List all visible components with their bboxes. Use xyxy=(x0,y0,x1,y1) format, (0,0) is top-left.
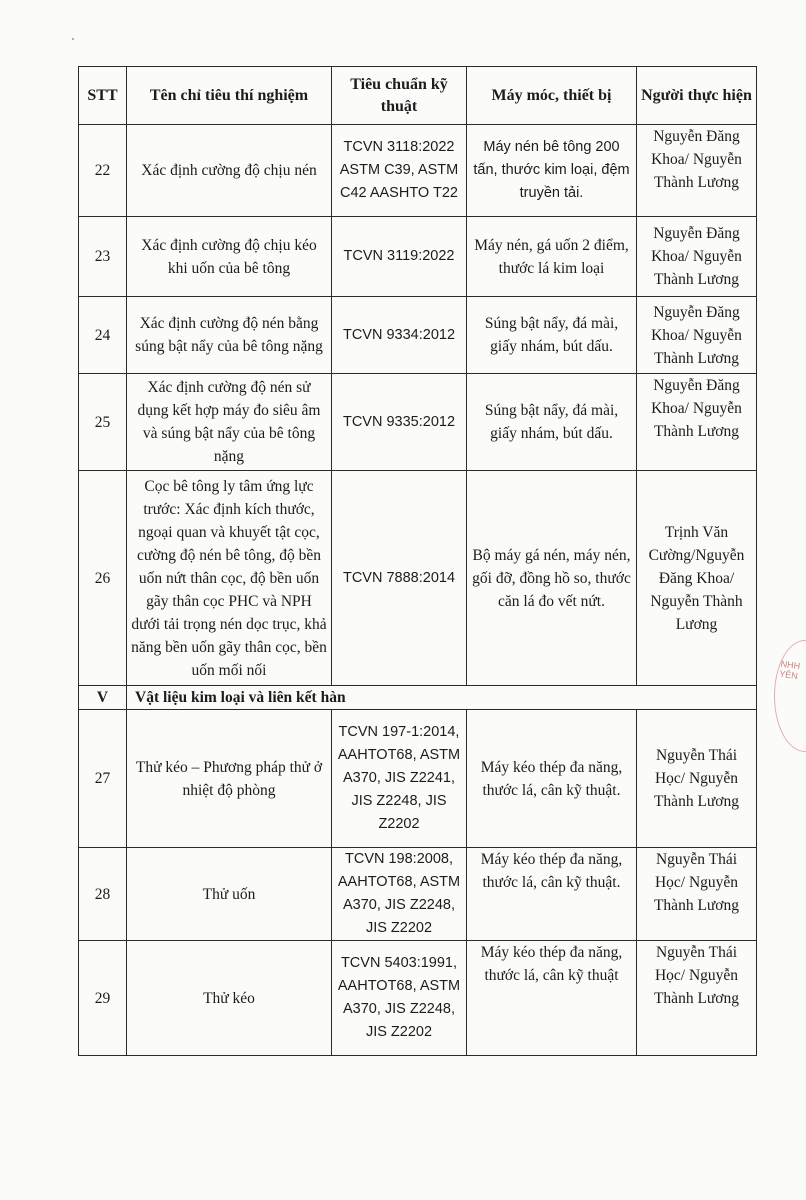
cell-stt: 26 xyxy=(79,471,127,686)
table-row xyxy=(79,297,757,374)
cell-standard: TCVN 3118:2022 ASTM C39, ASTM C42 AASHTO T22 xyxy=(332,125,467,217)
table-row xyxy=(79,125,757,217)
test-methods-table xyxy=(78,66,757,1056)
cell-person: Nguyễn Đăng Khoa/ Nguyễn Thành Lương xyxy=(637,125,757,217)
cell-stt: 29 xyxy=(79,941,127,1056)
cell-standard: TCVN 5403:1991, AAHTOT68, ASTM A370, JIS Z2248, JIS Z2202 xyxy=(332,941,467,1056)
cell-name: Thử kéo xyxy=(127,941,332,1056)
cell-standard: TCVN 7888:2014 xyxy=(332,471,467,686)
cell-name: Thử uốn xyxy=(127,848,332,941)
cell-equipment: Máy nén, gá uốn 2 điểm, thước lá kim loại xyxy=(467,217,637,297)
header-stt: STT xyxy=(79,67,127,125)
cell-standard: TCVN 197-1:2014, AAHTOT68, ASTM A370, JIS Z2241, JIS Z2248, JIS Z2202 xyxy=(332,710,467,848)
cell-stt: 25 xyxy=(79,374,127,471)
cell-person: Nguyễn Đăng Khoa/ Nguyễn Thành Lương xyxy=(637,374,757,471)
cell-equipment: Máy nén bê tông 200 tấn, thước kim loại, đệm truyền tải. xyxy=(467,125,637,217)
cell-stt: 27 xyxy=(79,710,127,848)
cell-stt: 23 xyxy=(79,217,127,297)
table-row xyxy=(79,471,757,686)
cell-standard: TCVN 9334:2012 xyxy=(332,297,467,374)
cell-stt: 22 xyxy=(79,125,127,217)
header-row xyxy=(79,67,757,125)
cell-name: Xác định cường độ chịu kéo khi uốn của bê tông xyxy=(127,217,332,297)
cell-person: Nguyễn Thái Học/ Nguyễn Thành Lương xyxy=(637,941,757,1056)
cell-stt: 24 xyxy=(79,297,127,374)
cell-equipment: Máy kéo thép đa năng, thước lá, cân kỹ thuật. xyxy=(467,848,637,941)
table-row xyxy=(79,374,757,471)
red-stamp xyxy=(774,640,806,752)
cell-person: Nguyễn Đăng Khoa/ Nguyễn Thành Lương xyxy=(637,217,757,297)
table-row xyxy=(79,941,757,1056)
header-person: Người thực hiện xyxy=(637,67,757,125)
cell-standard: TCVN 198:2008, AAHTOT68, ASTM A370, JIS Z2248, JIS Z2202 xyxy=(332,848,467,941)
cell-equipment: Bộ máy gá nén, máy nén, gối đỡ, đồng hồ so, thước căn lá đo vết nứt. xyxy=(467,471,637,686)
cell-equipment: Súng bật nẩy, đá mài, giấy nhám, bút dấu. xyxy=(467,297,637,374)
cell-name: Xác định cường độ chịu nén xyxy=(127,125,332,217)
cell-person: Nguyễn Thái Học/ Nguyễn Thành Lương xyxy=(637,848,757,941)
cell-standard: TCVN 3119:2022 xyxy=(332,217,467,297)
scan-speck xyxy=(72,38,74,40)
header-standard: Tiêu chuẩn kỹ thuật xyxy=(332,67,467,125)
cell-equipment: Máy kéo thép đa năng, thước lá, cân kỹ thuật. xyxy=(467,710,637,848)
table-row xyxy=(79,848,757,941)
table-row xyxy=(79,710,757,848)
header-equipment: Máy móc, thiết bị xyxy=(467,67,637,125)
cell-person: Trịnh Văn Cường/Nguyễn Đăng Khoa/ Nguyễn Thành Lương xyxy=(637,471,757,686)
cell-name: Xác định cường độ nén bằng súng bật nẩy của bê tông nặng xyxy=(127,297,332,374)
cell-name: Thử kéo – Phương pháp thử ở nhiệt độ phòng xyxy=(127,710,332,848)
stamp-text: NHH YÊN xyxy=(778,658,801,682)
cell-name: Cọc bê tông ly tâm ứng lực trước: Xác định kích thước, ngoại quan và khuyết tật cọc, cường độ nén bê tông, độ bền uốn nứt thân cọc, độ bền uốn gãy thân cọc PHC và NPH dưới tải trọng nén dọc trục, khả năng bền uốn gãy thân cọc, bền uốn mối nối xyxy=(127,471,332,686)
section-roman: V xyxy=(79,686,127,710)
cell-stt: 28 xyxy=(79,848,127,941)
cell-person: Nguyễn Đăng Khoa/ Nguyễn Thành Lương xyxy=(637,297,757,374)
cell-equipment: Súng bật nẩy, đá mài, giấy nhám, bút dấu. xyxy=(467,374,637,471)
cell-person: Nguyễn Thái Học/ Nguyễn Thành Lương xyxy=(637,710,757,848)
header-name: Tên chỉ tiêu thí nghiệm xyxy=(127,67,332,125)
section-row xyxy=(79,686,757,710)
cell-standard: TCVN 9335:2012 xyxy=(332,374,467,471)
section-title: Vật liệu kim loại và liên kết hàn xyxy=(127,686,757,710)
cell-equipment: Máy kéo thép đa năng, thước lá, cân kỹ thuật xyxy=(467,941,637,1056)
cell-name: Xác định cường độ nén sử dụng kết hợp máy đo siêu âm và súng bật nẩy của bê tông nặng xyxy=(127,374,332,471)
table-row xyxy=(79,217,757,297)
